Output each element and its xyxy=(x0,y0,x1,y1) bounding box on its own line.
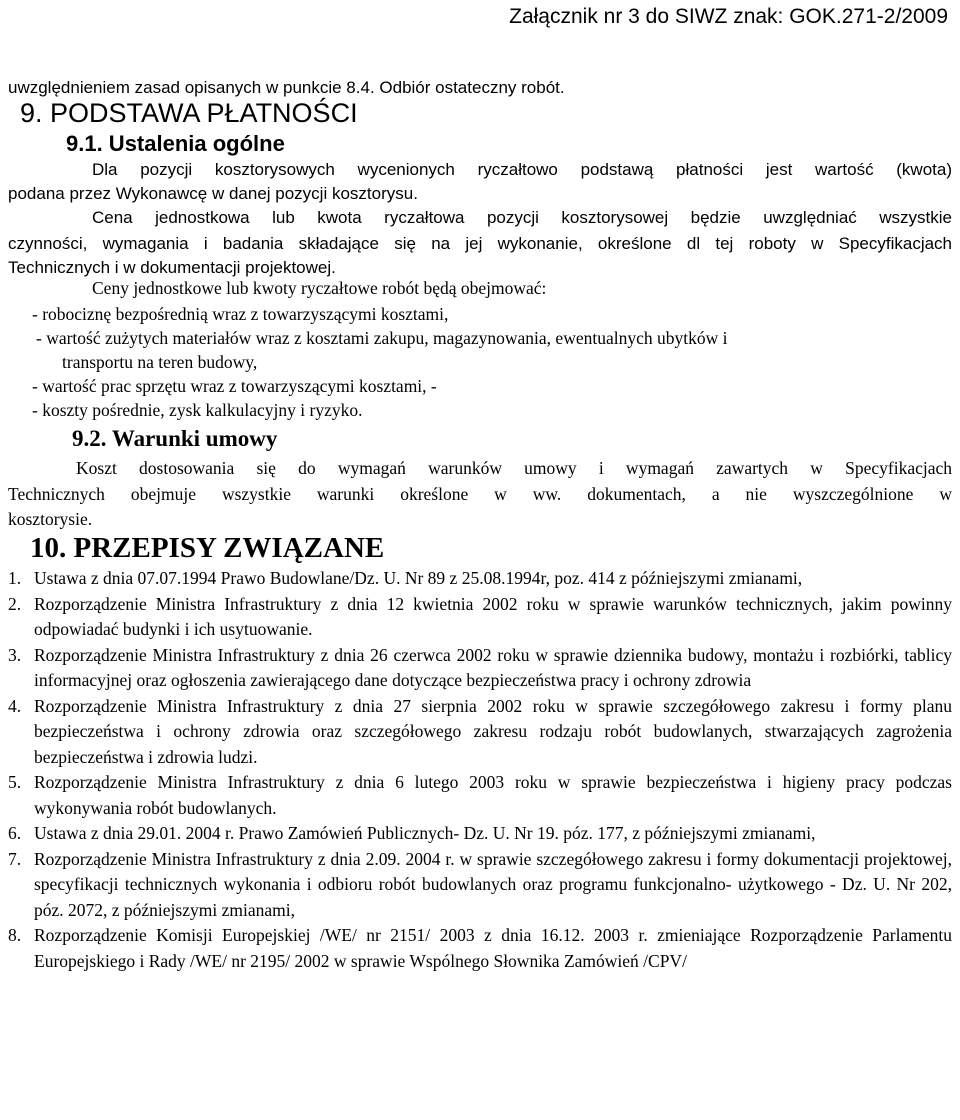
regulation-text: Rozporządzenie Ministra Infrastruktury z dnia 12 kwietnia 2002 roku w sprawie warunków technicznych, jakim powinny odpowiadać budynki i ich usytuowanie. xyxy=(34,593,952,639)
list-item: 5. Rozporządzenie Ministra Infrastruktury z dnia 6 lutego 2003 roku w sprawie bezpieczeństwa i higieny pracy podczas wykonywania robót budowlanych. xyxy=(8,770,952,821)
list-item: 4. Rozporządzenie Ministra Infrastruktury z dnia 27 sierpnia 2002 roku w sprawie szczegółowego zakresu i formy planu bezpieczeństwa i ochrony zdrowia oraz szczegółowego zakresu rodzaju robót budowlanych, stwarzających zagrożenia bezpieczeństwa i zdrowia ludzi. xyxy=(8,694,952,771)
regulation-text: Rozporządzenie Ministra Infrastruktury z dnia 6 lutego 2003 roku w sprawie bezpieczeństwa i higieny pracy podczas wykonywania robót budowlanych. xyxy=(34,772,952,818)
paragraph-1-line-2: podana przez Wykonawcę w danej pozycji kosztorysu. xyxy=(8,184,418,203)
intro-line: uwzględnieniem zasad opisanych w punkcie 8.4. Odbiór ostateczny robót. xyxy=(8,78,565,97)
regulation-text: Ustawa z dnia 29.01. 2004 r. Prawo Zamówień Publicznych- Dz. U. Nr 19. póz. 177, z późniejszymi zmianami, xyxy=(34,823,816,843)
regulation-text: Rozporządzenie Ministra Infrastruktury z dnia 26 czerwca 2002 roku w sprawie dziennika budowy, montażu i rozbiórki, tablicy informacyjnej oraz ogłoszenia zawierającego dane dotyczące bezpieczeństwa pracy i ochrony zdrowia xyxy=(34,644,952,690)
subsection-9-2-title: 9.2. Warunki umowy xyxy=(72,426,278,451)
list-item: 8. Rozporządzenie Komisji Europejskiej /WE/ nr 2151/ 2003 z dnia 16.12. 2003 r. zmieniające Rozporządzenie Parlamentu Europejskiego i Rady /WE/ nr 2195/ 2002 w sprawie Wspólnego Słownika Zamówień /CPV/ xyxy=(8,923,952,974)
subsection-9-1-title: 9.1. Ustalenia ogólne xyxy=(66,131,285,156)
regulation-text: Rozporządzenie Ministra Infrastruktury z dnia 27 sierpnia 2002 roku w sprawie szczegółowego zakresu i formy planu bezpieczeństwa i ochrony zdrowia oraz szczegółowego zakresu rodzaju robót budowlanych, stwarzających zagrożenia bezpieczeństwa i zdrowia ludzi. xyxy=(34,695,952,767)
regulation-text: Ustawa z dnia 07.07.1994 Prawo Budowlane/Dz. U. Nr 89 z 25.08.1994r, poz. 414 z późniejszymi zmianami, xyxy=(34,568,803,588)
cost-item-overheads: - koszty pośrednie, zysk kalkulacyjny i ryzyko. xyxy=(32,400,363,420)
list-item: 3. Rozporządzenie Ministra Infrastruktury z dnia 26 czerwca 2002 roku w sprawie dziennika budowy, montażu i rozbiórki, tablicy informacyjnej oraz ogłoszenia zawierającego dane dotyczące bezpieczeństwa pracy i ochrony zdrowia xyxy=(8,643,952,694)
regulation-text: Rozporządzenie Ministra Infrastruktury z dnia 2.09. 2004 r. w sprawie szczegółowego zakresu i formy dokumentacji projektowej, specyfikacji technicznych wykonania i odbioru robót budowlanych oraz programu funkcjonalno- użytkowego - Dz. U. Nr 202, póz. 2072, z późniejszymi zmianami, xyxy=(34,848,952,920)
paragraph-2-line-3: Technicznych i w dokumentacji projektowej. xyxy=(8,258,336,277)
section-9-title: 9. PODSTAWA PŁATNOŚCI xyxy=(20,98,358,128)
paragraph-4-line-2: Technicznych obejmuje wszystkie warunki określone w ww. dokumentach, a nie wyszczególnione w xyxy=(8,484,952,504)
paragraph-3-intro: Ceny jednostkowe lub kwoty ryczałtowe robót będą obejmować: xyxy=(92,278,547,298)
cost-item-labour: - robociznę bezpośrednią wraz z towarzyszącymi kosztami, xyxy=(32,304,449,324)
cost-item-materials-line-1: - wartość zużytych materiałów wraz z kosztami zakupu, magazynowania, ewentualnych ubytków i xyxy=(36,328,728,348)
list-item: 2. Rozporządzenie Ministra Infrastruktury z dnia 12 kwietnia 2002 roku w sprawie warunków technicznych, jakim powinny odpowiadać budynki i ich usytuowanie. xyxy=(8,592,952,643)
list-item: 1. Ustawa z dnia 07.07.1994 Prawo Budowlane/Dz. U. Nr 89 z 25.08.1994r, poz. 414 z późniejszymi zmianami, xyxy=(8,566,952,592)
paragraph-2-line-2: czynności, wymagania i badania składające się na jej wykonanie, określone dl tej roboty w Specyfikacjach xyxy=(8,234,952,253)
list-item: 6. Ustawa z dnia 29.01. 2004 r. Prawo Zamówień Publicznych- Dz. U. Nr 19. póz. 177, z późniejszymi zmianami, xyxy=(8,821,952,847)
paragraph-4-line-3: kosztorysie. xyxy=(8,509,93,529)
paragraph-4-line-1: Koszt dostosowania się do wymagań warunków umowy i wymagań zawartych w Specyfikacjach xyxy=(76,458,952,478)
paragraph-2-line-1: Cena jednostkowa lub kwota ryczałtowa pozycji kosztorysowej będzie uwzględniać wszystkie xyxy=(92,208,952,227)
cost-item-equipment: - wartość prac sprzętu wraz z towarzyszącymi kosztami, - xyxy=(32,376,437,396)
paragraph-1-line-1: Dla pozycji kosztorysowych wycenionych ryczałtowo podstawą płatności jest wartość (kwota) xyxy=(92,160,952,179)
cost-item-materials-line-2: transportu na teren budowy, xyxy=(62,352,258,372)
regulation-text: Rozporządzenie Komisji Europejskiej /WE/ nr 2151/ 2003 z dnia 16.12. 2003 r. zmieniające Rozporządzenie Parlamentu Europejskiego i Rady /WE/ nr 2195/ 2002 w sprawie Wspólnego Słownika Zamówień /CPV/ xyxy=(34,925,952,971)
regulations-list xyxy=(8,566,952,974)
section-10-title: 10. PRZEPISY ZWIĄZANE xyxy=(30,532,385,564)
attachment-header: Załącznik nr 3 do SIWZ znak: GOK.271-2/2009 xyxy=(509,5,948,28)
list-item: 7. Rozporządzenie Ministra Infrastruktury z dnia 2.09. 2004 r. w sprawie szczegółowego zakresu i formy dokumentacji projektowej, specyfikacji technicznych wykonania i odbioru robót budowlanych oraz programu funkcjonalno- użytkowego - Dz. U. Nr 202, póz. 2072, z późniejszymi zmianami, xyxy=(8,847,952,924)
